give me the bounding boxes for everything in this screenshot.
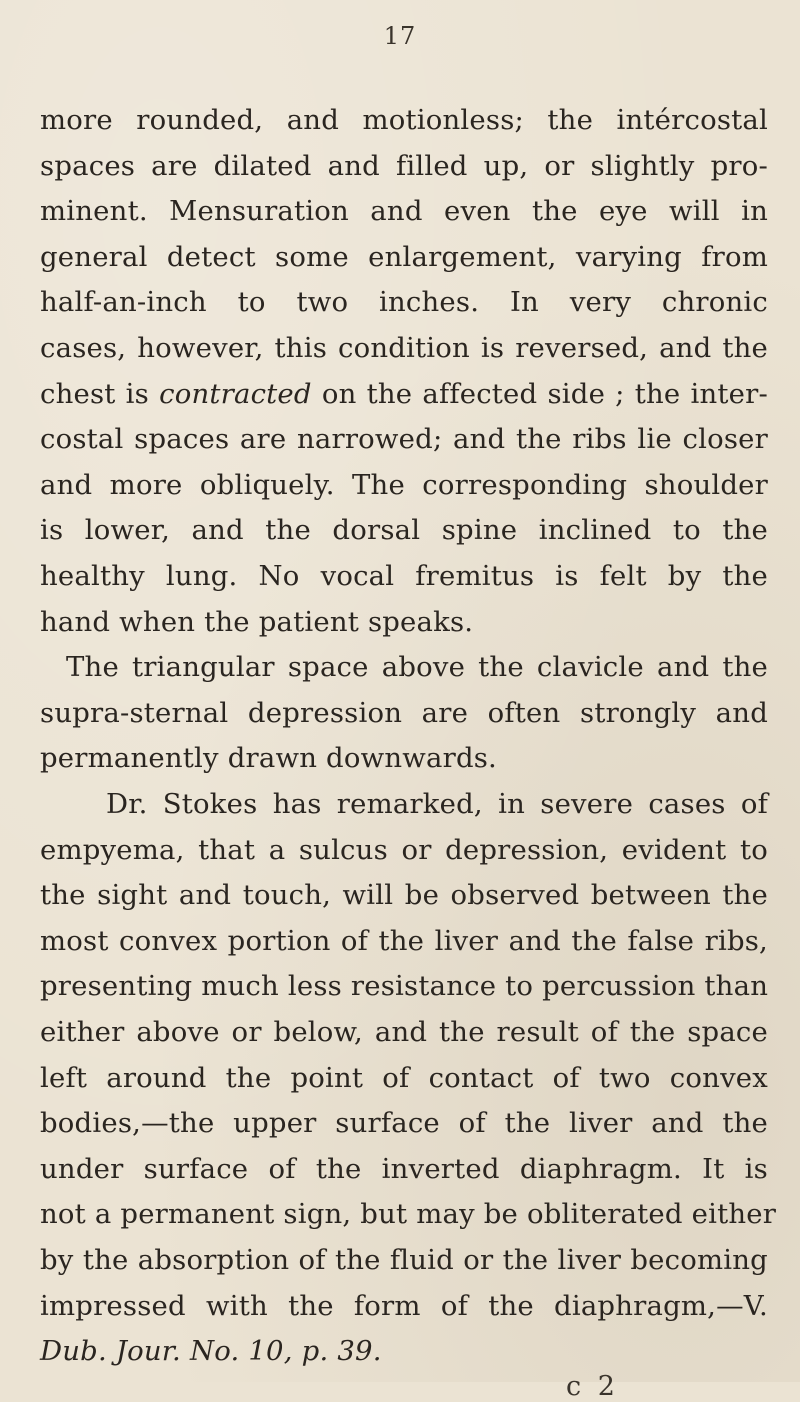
text-line: left around the point of contact of two convex bbox=[40, 1061, 768, 1094]
text-line: healthy lung. No vocal fremitus is felt by the bbox=[40, 560, 768, 592]
text-line: either above or below, and the result of the space bbox=[40, 1016, 768, 1048]
text-line: chest is contracted on the affected side ; the inter- bbox=[40, 377, 768, 410]
text-line: under surface of the inverted diaphragm. It is bbox=[40, 1152, 768, 1185]
text-line: supra-sternal depression are often strongly and bbox=[40, 696, 768, 729]
text-line: the sight and touch, will be observed between the bbox=[40, 879, 768, 912]
text-line: impressed with the form of the diaphragm,—V. bbox=[40, 1289, 768, 1322]
text-line: hand when the patient speaks. bbox=[40, 605, 474, 638]
text-line: is lower, and the dorsal spine inclined to the bbox=[40, 514, 768, 547]
text-line: bodies,—the upper surface of the liver and the bbox=[40, 1107, 768, 1140]
text-line: Dub. Jour. No. 10, p. 39. bbox=[40, 1335, 382, 1368]
text-line: minent. Mensuration and even the eye will in bbox=[40, 195, 768, 228]
text-line: more rounded, and motionless; the intércostal bbox=[40, 104, 768, 136]
text-line: The triangular space above the clavicle and the bbox=[66, 651, 768, 684]
text-line: general detect some enlargement, varying from bbox=[40, 240, 768, 273]
page-number: 17 bbox=[383, 22, 417, 50]
text-line: and more obliquely. The corresponding shoulder bbox=[40, 468, 768, 501]
text-line: cases, however, this condition is reversed, and the bbox=[40, 332, 768, 364]
text-line: most convex portion of the liver and the false ribs, bbox=[40, 924, 768, 957]
signature-mark: c 2 bbox=[566, 1370, 619, 1402]
text-line: permanently drawn downwards. bbox=[40, 742, 498, 775]
text-line: costal spaces are narrowed; and the ribs lie closer bbox=[40, 423, 768, 456]
text-line: by the absorption of the fluid or the liver becoming bbox=[40, 1244, 768, 1276]
text-line: not a permanent sign, but may be obliterated either bbox=[40, 1198, 777, 1231]
text-line: empyema, that a sulcus or depression, evident to bbox=[40, 833, 768, 866]
text-line: half-an-inch to two inches. In very chronic bbox=[40, 286, 768, 319]
text-line: Dr. Stokes has remarked, in severe cases of bbox=[106, 788, 768, 820]
text-line: presenting much less resistance to percussion than bbox=[40, 970, 769, 1003]
text-line: spaces are dilated and filled up, or slightly pro- bbox=[40, 149, 768, 182]
